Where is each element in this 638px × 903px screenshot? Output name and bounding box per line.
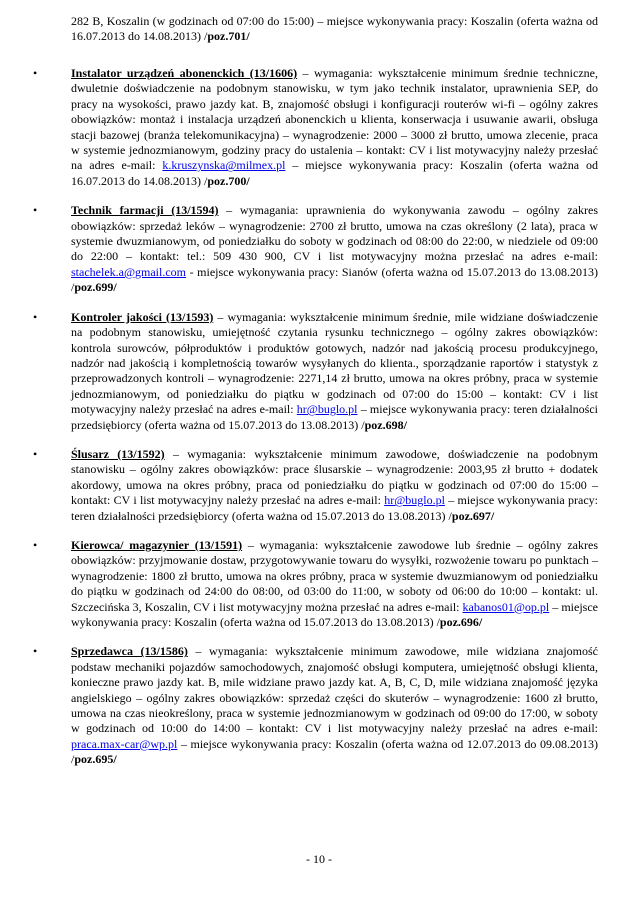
bullet-icon: • [33, 309, 38, 324]
job-location-validity: – miejsce wykonywania pracy: Koszalin (oferta ważna od 12.07.2013 do 09.08.2013) / [71, 736, 598, 767]
job-offer-item [0, 538, 598, 630]
email-link[interactable]: praca.max-car@wp.pl [71, 736, 178, 751]
job-location-validity: – miejsce wykonywania pracy: teren działalności przedsiębiorcy (oferta ważna od 15.07.2013 do 13.08.2013) / [71, 493, 599, 523]
continued-paragraph [71, 14, 598, 45]
job-title: Kontroler jakości (13/1593) [71, 309, 214, 324]
continued-text: 282 B, Koszalin (w godzinach od 07:00 do 15:00) – miejsce wykonywania pracy: Koszalin (oferta ważna od 16.07.2013 do 14.08.2013) / [71, 14, 598, 44]
offer-code: poz.695/ [74, 752, 117, 767]
job-title: Kierowca/ magazynier (13/1591) [71, 537, 243, 552]
offer-code: poz.701/ [207, 29, 250, 44]
job-offer-item [0, 203, 598, 295]
job-offer-item [0, 644, 598, 767]
job-title: Instalator urządzeń abonenckich (13/1606) [71, 66, 298, 80]
job-title: Sprzedawca (13/1586) [71, 644, 188, 659]
bullet-icon: • [33, 644, 38, 659]
job-offer-item [0, 310, 598, 433]
offer-code: poz.696/ [439, 615, 483, 629]
email-link[interactable]: hr@buglo.pl [384, 493, 445, 508]
email-link[interactable]: kabanos01@op.pl [462, 599, 550, 614]
offer-code: poz.699/ [74, 280, 117, 295]
job-location-validity: – miejsce wykonywania pracy: Koszalin (oferta ważna od 16.07.2013 do 14.08.2013) / [71, 158, 598, 188]
bullet-icon: • [33, 66, 38, 80]
page-number: - 10 - [306, 852, 332, 866]
offer-code: poz.698/ [364, 417, 407, 432]
job-location-validity: – miejsce wykonywania pracy: Koszalin (oferta ważna od 15.07.2013 do 13.08.2013) / [71, 599, 598, 629]
offer-code: poz.697/ [451, 508, 495, 523]
bullet-icon: • [33, 537, 38, 552]
email-link[interactable]: hr@buglo.pl [296, 402, 358, 417]
bullet-icon: • [33, 446, 38, 461]
job-location-validity: – miejsce wykonywania pracy: teren działalności przedsiębiorcy (oferta ważna od 15.07.2013 do 13.08.2013) / [71, 402, 598, 432]
job-description: – wymagania: wykształcenie minimum średnie techniczne, dwuletnie doświadczenie na podobnym stanowisku, w tym jako technik instalator, uprawnienia SEP, do pracy na wysokości, prawo jazdy kat. B, znajomość obsługi i konfiguracji routerów wi-fi – ogólny zakres obowiązków: montaż i instalacja urządzeń abonenckich u klienta, konserwacja i usuwanie awarii, obsługa stacji bazowej (branża telekomunikacyjna) – wynagrodzenie: 2000 – 3000 zł brutto, umowa zlecenie, praca w systemie jednozmianowym, godziny pracy do ustalenia – kontakt: CV i list motywacyjny należy przesłać na adres e-mail: [71, 66, 598, 173]
email-link[interactable]: stachelek.a@gmail.com [71, 264, 187, 279]
offer-code: poz.700/ [207, 173, 250, 188]
job-description: – wymagania: wykształcenie minimum zawodowe, mile widziana znajomość podstaw mechaniki pojazdów samochodowych, znajomość obsługi komputera, umiejętność obsługi klienta, konieczne prawo jazdy kat. B, mile widziane prawo jazdy kat. A, B, C, D, mile widziana znajomość języka angielskiego – ogólny zakres obowiązków: sprzedaż części do skuterów – wynagrodzenie: 1600 zł brutto, umowa na czas nieokreślony, praca w systemie jednozmianowym w godzinach od 09:00 do 17:00, w soboty w godzinach od 10:00 do 14:00 – kontakt: CV i list motywacyjny należy przesłać na adres e-mail: [71, 644, 598, 736]
job-title: Ślusarz (13/1592) [71, 446, 165, 461]
job-offer-list [0, 66, 638, 782]
job-description: – wymagania: wykształcenie zawodowe lub średnie – ogólny zakres obowiązków: przyjmowanie dostaw, przygotowywanie towaru do wysyłki, rozwożenie towaru po punktach – wynagrodzenie: 1800 zł brutto, umowa na okres próbny, praca w systemie dwuzmianowym od poniedziałku do piątku w godzinach od 24:00 do 08:00, od 03:00 do 11:00, w soboty od 06:00 do 10:00 – kontakt: ul. Szczecińska 3, Koszalin, CV i list motywacyjny można przesłać na adres e-mail: [71, 537, 599, 614]
job-offer-item [0, 447, 598, 524]
job-title: Technik farmacji (13/1594) [71, 203, 219, 218]
job-location-validity: - miejsce wykonywania pracy: Sianów (oferta ważna od 15.07.2013 do 13.08.2013) / [71, 264, 598, 295]
job-description: – wymagania: wykształcenie minimum średnie, mile widziane doświadczenie na podobnym stanowisku, umiejętność czytania rysunku technicznego – ogólny zakres obowiązków: kontrola surowców, półproduktów i produktów gotowych, nadzór nad jakością procesu produkcyjnego, nadzór nad jakością i kompletnością towarów wysyłanych do klienta., sporządzanie raportów i statystyk z przeprowadzonych kontroli – wynagrodzenie: 2271,14 zł brutto, umowa na okres próbny, praca w systemie jednozmianowym, od poniedziałku do piątku w godzinach od 07:00 do 15:00 – kontakt: CV i list motywacyjny należy przesłać na adres e-mail: [71, 309, 598, 417]
email-link[interactable]: k.kruszynska@milmex.pl [162, 158, 286, 173]
bullet-icon: • [33, 203, 38, 218]
job-offer-item [0, 66, 598, 189]
job-description: – wymagania: uprawnienia do wykonywania zawodu – ogólny zakres obowiązków: sprzedaż leków – wynagrodzenie: 2700 zł brutto, umowa na czas określony (2 lata), praca w systemie dwuzmianowym, od poniedziałku do soboty w godzinach od 08:00 do 22:00, w niedziele od 09:00 do 22:00 – kontakt: tel.: 509 430 900, CV i list motywacyjny można przesłać na adres e-mail: [71, 203, 598, 264]
job-description: – wymagania: wykształcenie minimum zawodowe, doświadczenie na podobnym stanowisku – ogólny zakres obowiązków: prace ślusarskie – wynagrodzenie: 2003,95 zł brutto + dodatek akordowy, umowa na okres próbny, praca od poniedziałku do piątku w godzinach od 07:00 do 15:00 – kontakt: CV i list motywacyjny należy przesłać na adres e-mail: [71, 446, 598, 508]
